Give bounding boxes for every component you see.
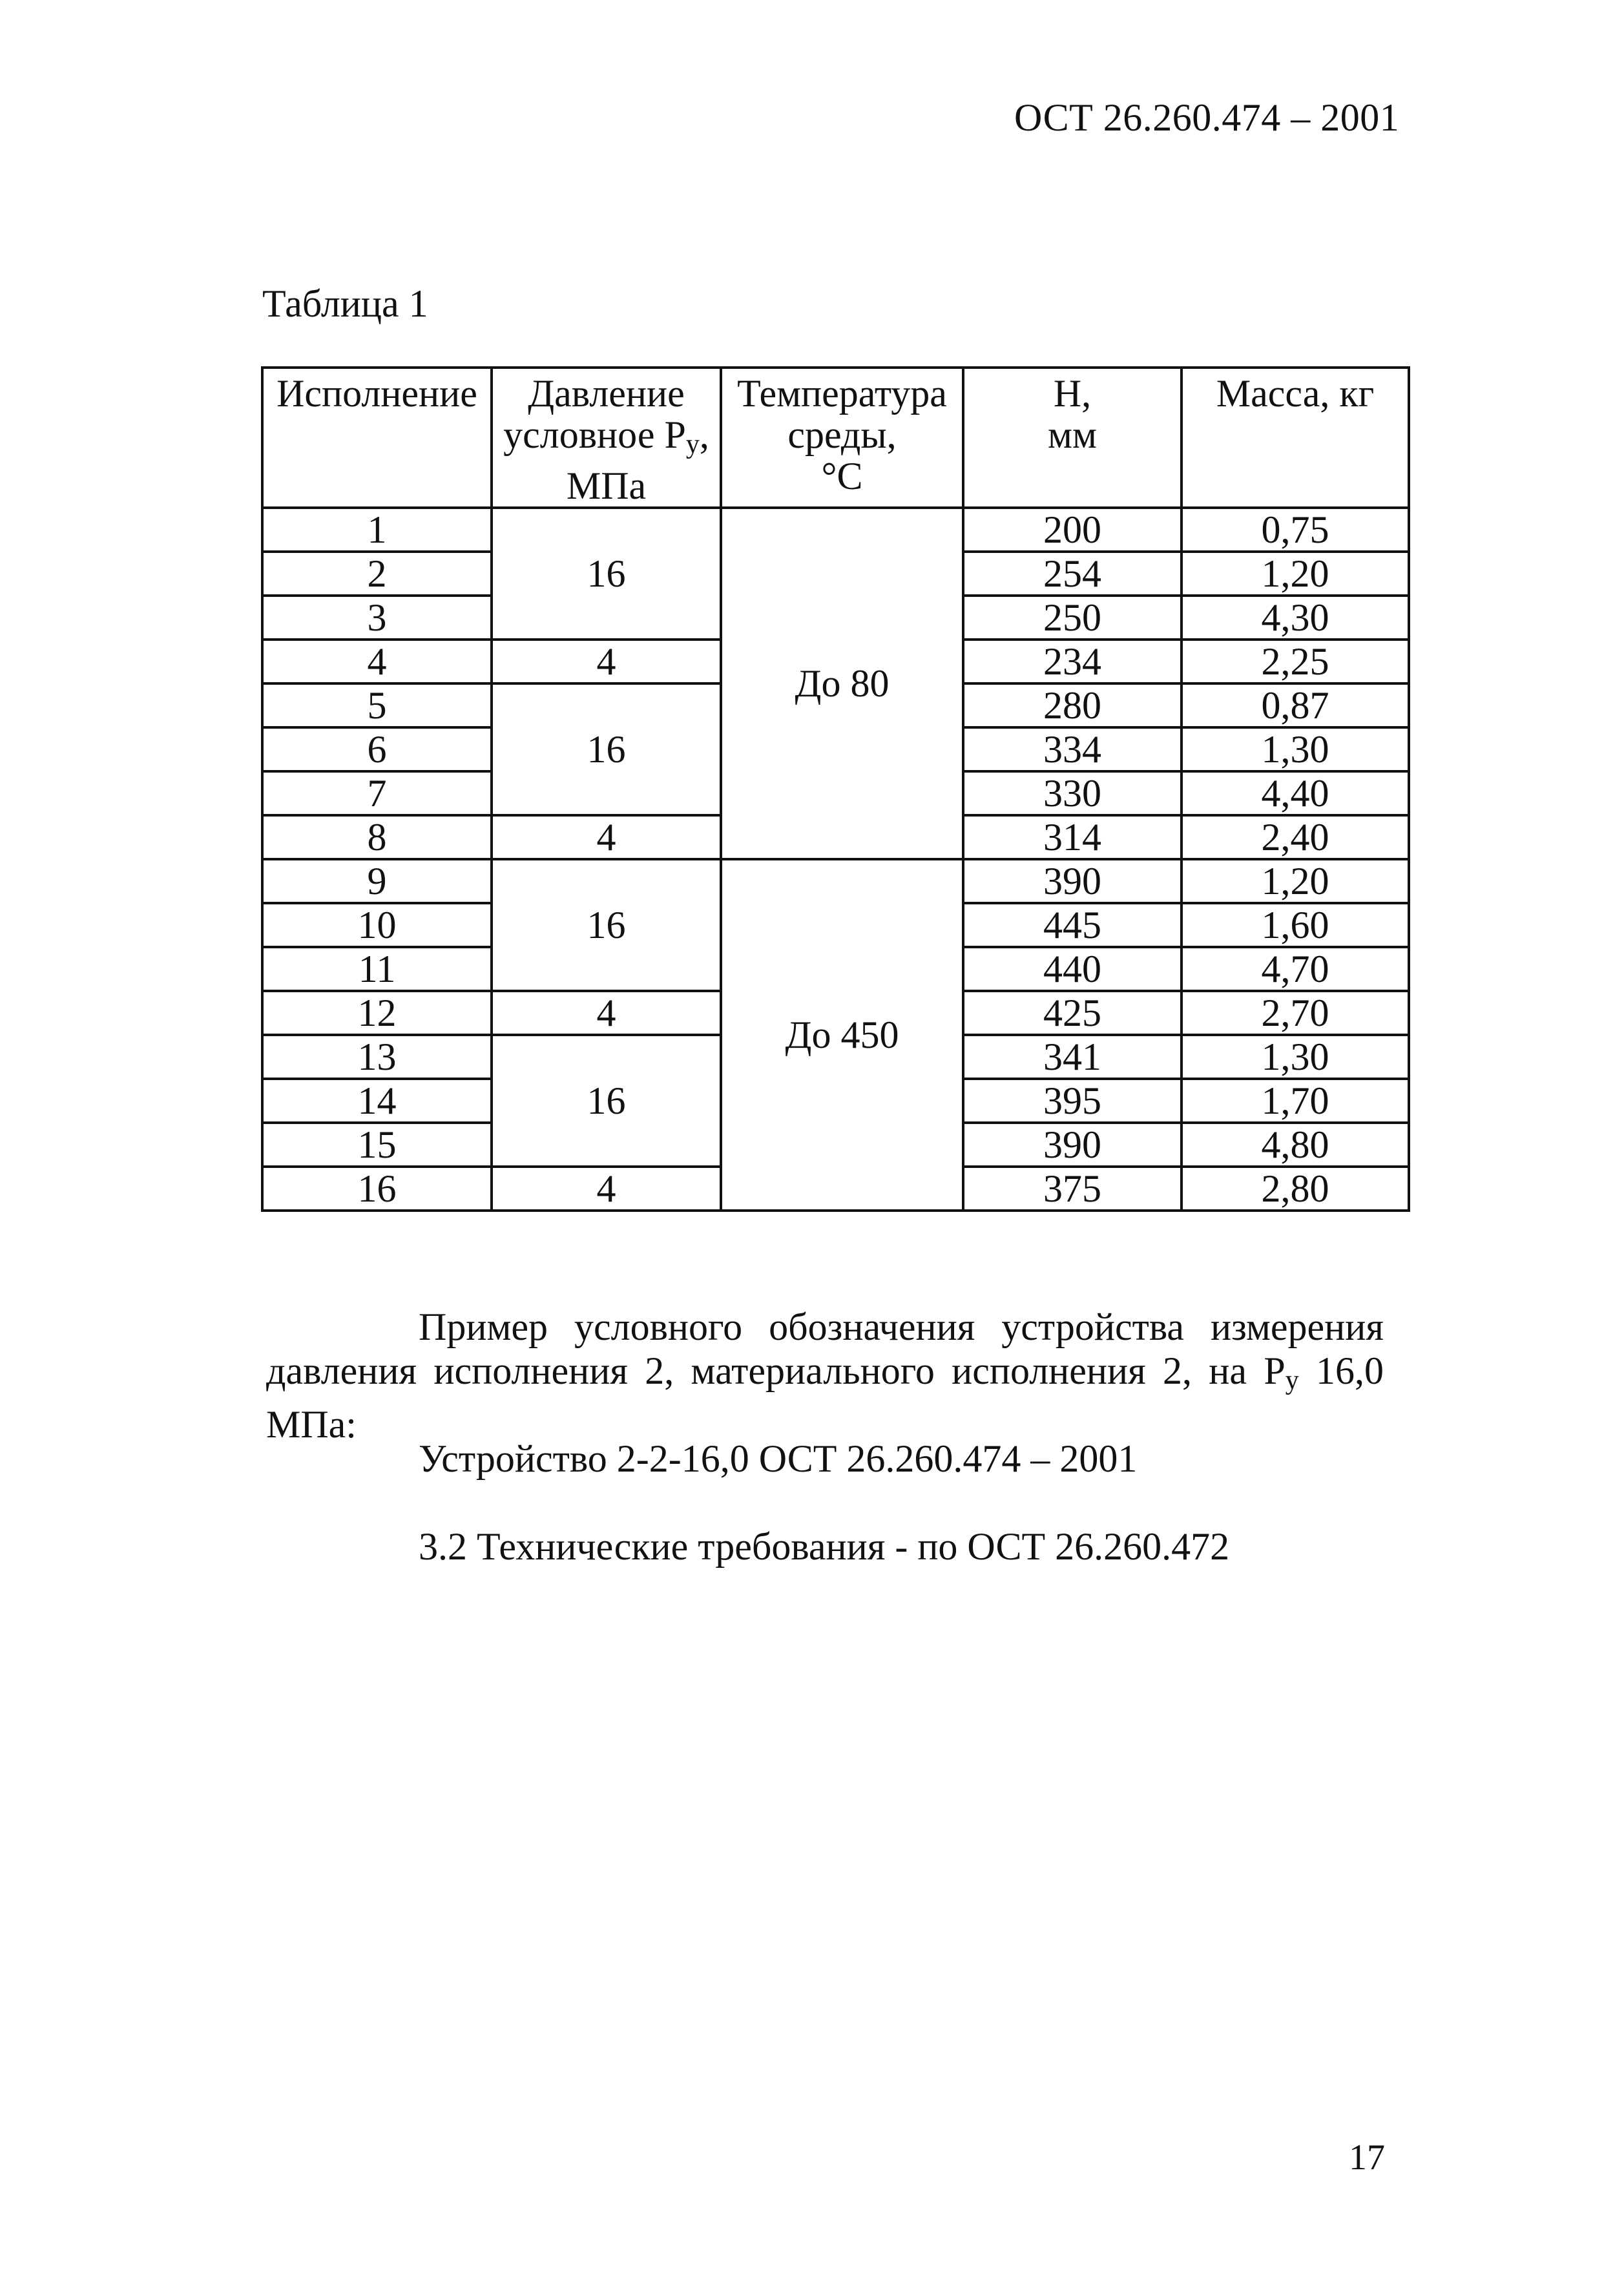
cell-height: 254 [963, 552, 1182, 596]
cell-mass: 0,87 [1182, 683, 1409, 727]
cell-height: 445 [963, 903, 1182, 947]
cell-execution: 13 [262, 1035, 492, 1079]
specification-table [261, 366, 1410, 1212]
cell-height: 425 [963, 991, 1182, 1035]
designation-example: Устройство 2-2-16,0 ОСТ 26.260.474 – 2001 [419, 1437, 1138, 1480]
cell-pressure: 4 [492, 815, 721, 859]
cell-height: 390 [963, 1123, 1182, 1167]
cell-height: 280 [963, 683, 1182, 727]
cell-mass: 2,70 [1182, 991, 1409, 1035]
cell-execution: 16 [262, 1167, 492, 1211]
cell-execution: 9 [262, 859, 492, 903]
cell-mass: 1,70 [1182, 1079, 1409, 1123]
cell-temperature: До 450 [721, 859, 963, 1211]
cell-height: 234 [963, 640, 1182, 683]
cell-execution: 10 [262, 903, 492, 947]
cell-execution: 5 [262, 683, 492, 727]
column-header-pressure: Давление условное $P_y$, МПа [492, 368, 721, 508]
cell-mass: 4,30 [1182, 596, 1409, 640]
designation-example-paragraph: Пример условного обозначения устройства измерения давления исполнения 2, материального исполнения 2, на $P_y$ 16,0 МПа: [266, 1306, 1384, 1446]
cell-height: 341 [963, 1035, 1182, 1079]
cell-temperature: До 80 [721, 508, 963, 859]
cell-mass: 4,40 [1182, 771, 1409, 815]
cell-execution: 11 [262, 947, 492, 991]
cell-execution: 4 [262, 640, 492, 683]
cell-pressure: 16 [492, 1035, 721, 1167]
cell-mass: 2,40 [1182, 815, 1409, 859]
cell-mass: 2,80 [1182, 1167, 1409, 1211]
cell-pressure: 4 [492, 991, 721, 1035]
cell-height: 250 [963, 596, 1182, 640]
cell-height: 390 [963, 859, 1182, 903]
cell-mass: 2,25 [1182, 640, 1409, 683]
cell-mass: 1,30 [1182, 1035, 1409, 1079]
cell-execution: 15 [262, 1123, 492, 1167]
cell-execution: 6 [262, 727, 492, 771]
cell-height: 375 [963, 1167, 1182, 1211]
column-header-temperature: Температура среды, °C [721, 368, 963, 508]
cell-mass: 0,75 [1182, 508, 1409, 552]
cell-height: 334 [963, 727, 1182, 771]
cell-pressure: 4 [492, 640, 721, 683]
technical-requirements-line: 3.2 Технические требования - по ОСТ 26.260.472 [419, 1525, 1230, 1568]
cell-execution: 1 [262, 508, 492, 552]
cell-height: 330 [963, 771, 1182, 815]
cell-height: 440 [963, 947, 1182, 991]
table-row [262, 508, 1409, 552]
cell-height: 314 [963, 815, 1182, 859]
table-caption: Таблица 1 [262, 282, 428, 325]
cell-mass: 1,30 [1182, 727, 1409, 771]
cell-mass: 4,80 [1182, 1123, 1409, 1167]
cell-mass: 1,20 [1182, 552, 1409, 596]
table-header-row [262, 368, 1409, 508]
cell-pressure: 16 [492, 683, 721, 815]
cell-execution: 2 [262, 552, 492, 596]
document-code-header: ОСТ 26.260.474 – 2001 [1014, 96, 1400, 139]
cell-height: 395 [963, 1079, 1182, 1123]
cell-execution: 3 [262, 596, 492, 640]
cell-execution: 14 [262, 1079, 492, 1123]
cell-mass: 4,70 [1182, 947, 1409, 991]
cell-execution: 12 [262, 991, 492, 1035]
cell-execution: 8 [262, 815, 492, 859]
column-header-execution: Исполнение [262, 368, 492, 508]
cell-pressure: 4 [492, 1167, 721, 1211]
cell-pressure: 16 [492, 859, 721, 991]
cell-pressure: 16 [492, 508, 721, 640]
column-header-height: H, мм [963, 368, 1182, 508]
cell-execution: 7 [262, 771, 492, 815]
cell-mass: 1,60 [1182, 903, 1409, 947]
cell-height: 200 [963, 508, 1182, 552]
column-header-mass: Масса, кг [1182, 368, 1409, 508]
cell-mass: 1,20 [1182, 859, 1409, 903]
table-row [262, 859, 1409, 903]
page-number: 17 [1349, 2138, 1385, 2178]
